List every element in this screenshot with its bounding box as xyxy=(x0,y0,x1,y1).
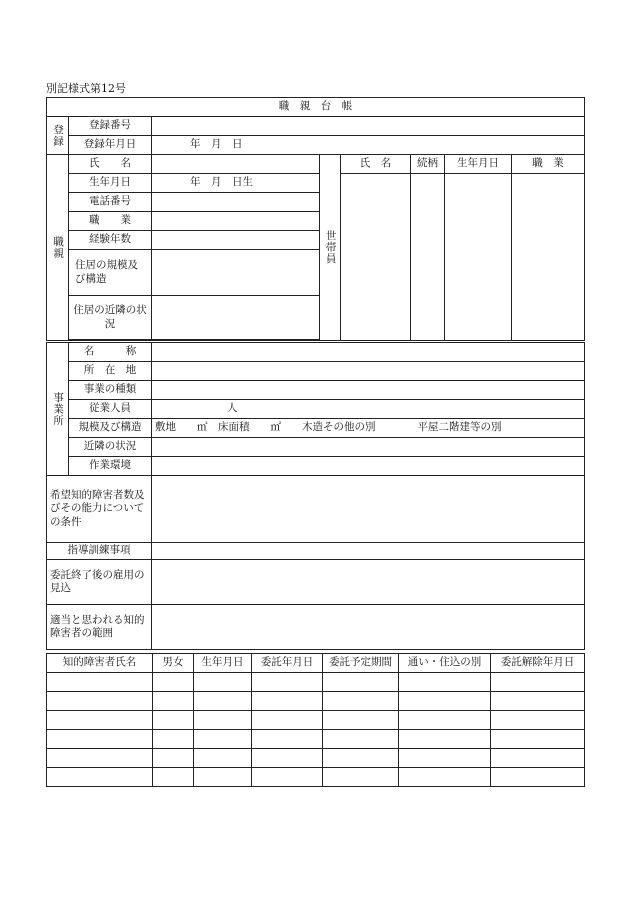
roster-cell[interactable] xyxy=(194,692,252,711)
table-row xyxy=(47,711,585,730)
roster-cell[interactable] xyxy=(252,692,323,711)
employer-name-label: 氏 名 xyxy=(69,155,152,174)
roster-cell[interactable] xyxy=(47,711,153,730)
roster-cell[interactable] xyxy=(491,768,585,787)
employer-birth-label: 生年月日 xyxy=(69,174,152,193)
employer-birth-field[interactable] xyxy=(152,174,320,193)
employer-housing-field[interactable] xyxy=(152,250,320,296)
workplace-scale-field[interactable]: 敷地 ㎡ 床面積 ㎡ 木造その他の別 平屋二階建等の別 xyxy=(152,419,585,438)
roster-cell[interactable] xyxy=(194,749,252,768)
employer-housing-label: 住居の規模及び構造 xyxy=(69,250,152,296)
page-title: 職 親 台 帳 xyxy=(47,98,585,117)
roster-cell[interactable] xyxy=(47,692,153,711)
roster-cell[interactable] xyxy=(491,730,585,749)
household-relation-column[interactable] xyxy=(411,174,445,341)
roster-cell[interactable] xyxy=(491,711,585,730)
roster-cell[interactable] xyxy=(399,730,491,749)
roster-cell[interactable] xyxy=(47,673,153,692)
household-header-name: 氏 名 xyxy=(341,155,411,174)
registration-date-placeholder: 年 月 日 xyxy=(190,138,243,151)
roster-cell[interactable] xyxy=(153,730,194,749)
workplace-business-type-label: 事業の種類 xyxy=(69,381,152,400)
roster-cell[interactable] xyxy=(252,768,323,787)
roster-cell[interactable] xyxy=(47,730,153,749)
household-header-relation: 続柄 xyxy=(411,155,445,174)
roster-cell[interactable] xyxy=(153,673,194,692)
roster-cell[interactable] xyxy=(47,768,153,787)
workplace-location-field[interactable] xyxy=(152,362,585,381)
table-row xyxy=(47,768,585,787)
employer-phone-field[interactable] xyxy=(152,193,320,212)
roster-cell[interactable] xyxy=(491,673,585,692)
household-header-occupation: 職 業 xyxy=(512,155,585,174)
workplace-section-label: 事業所 xyxy=(47,343,69,476)
registration-number-label: 登録番号 xyxy=(69,117,152,136)
workplace-scale-label: 規模及び構造 xyxy=(69,419,152,438)
roster-cell[interactable] xyxy=(194,730,252,749)
employer-birth-placeholder: 年 月 日生 xyxy=(190,176,253,189)
workplace-neighborhood-field[interactable] xyxy=(152,438,585,457)
roster-cell[interactable] xyxy=(399,692,491,711)
roster-cell[interactable] xyxy=(252,730,323,749)
roster-cell[interactable] xyxy=(323,711,399,730)
workplace-neighborhood-label: 近隣の状況 xyxy=(69,438,152,457)
roster-cell[interactable] xyxy=(153,692,194,711)
registration-employer-table xyxy=(46,97,585,341)
workplace-business-type-field[interactable] xyxy=(152,381,585,400)
workplace-environment-field[interactable] xyxy=(152,457,585,476)
roster-header-termination-date: 委託解除年月日 xyxy=(491,654,585,673)
employer-occupation-field[interactable] xyxy=(152,212,320,231)
employer-neighborhood-label: 住居の近隣の状況 xyxy=(69,296,152,340)
registration-date-field[interactable] xyxy=(152,136,585,155)
roster-body xyxy=(47,673,585,787)
roster-cell[interactable] xyxy=(252,673,323,692)
household-occupation-column[interactable] xyxy=(512,174,585,341)
training-items-label: 指導訓練事項 xyxy=(47,543,152,560)
workplace-location-label: 所 在 地 xyxy=(69,362,152,381)
roster-cell[interactable] xyxy=(491,692,585,711)
table-row xyxy=(47,730,585,749)
table-row xyxy=(47,749,585,768)
form-label: 別記様式第12号 xyxy=(46,82,126,95)
roster-cell[interactable] xyxy=(252,749,323,768)
roster-header-planned-period: 委託予定期間 xyxy=(323,654,399,673)
roster-header-commute-type: 通い・住込の別 xyxy=(399,654,491,673)
registration-number-field[interactable] xyxy=(152,117,585,136)
roster-header-commission-date: 委託年月日 xyxy=(252,654,323,673)
registration-date-label: 登録年月日 xyxy=(69,136,152,155)
workplace-name-label: 名 称 xyxy=(69,343,152,362)
household-name-column[interactable] xyxy=(341,174,411,341)
roster-cell[interactable] xyxy=(153,749,194,768)
workplace-employees-field[interactable] xyxy=(152,400,585,419)
workplace-name-field[interactable] xyxy=(152,343,585,362)
workplace-employees-label: 従業人員 xyxy=(69,400,152,419)
roster-cell[interactable] xyxy=(323,768,399,787)
post-employment-field[interactable] xyxy=(152,560,585,605)
roster-cell[interactable] xyxy=(399,673,491,692)
employer-experience-label: 経験年数 xyxy=(69,231,152,250)
employer-occupation-label: 職 業 xyxy=(69,212,152,231)
employer-section-label: 職親 xyxy=(47,155,69,341)
employer-name-field[interactable] xyxy=(152,155,320,174)
roster-cell[interactable] xyxy=(399,768,491,787)
roster-cell[interactable] xyxy=(491,749,585,768)
roster-cell[interactable] xyxy=(399,749,491,768)
household-header-birth: 生年月日 xyxy=(445,155,512,174)
desired-conditions-label: 希望知的障害者数及びその能力についての条件 xyxy=(47,476,152,543)
roster-cell[interactable] xyxy=(323,749,399,768)
household-section-label: 世帯員 xyxy=(320,155,341,341)
roster-cell[interactable] xyxy=(194,673,252,692)
roster-cell[interactable] xyxy=(153,711,194,730)
employer-neighborhood-field[interactable] xyxy=(152,296,320,340)
workplace-environment-label: 作業環境 xyxy=(69,457,152,476)
table-row xyxy=(47,673,585,692)
suitable-range-field[interactable] xyxy=(152,605,585,650)
roster-table xyxy=(46,653,585,787)
desired-conditions-field[interactable] xyxy=(152,476,585,543)
suitable-range-label: 適当と思われる知的障害者の範囲 xyxy=(47,605,152,650)
roster-cell[interactable] xyxy=(194,768,252,787)
roster-cell[interactable] xyxy=(323,730,399,749)
roster-header-gender: 男女 xyxy=(153,654,194,673)
workplace-table xyxy=(46,342,585,650)
roster-header-name: 知的障害者氏名 xyxy=(47,654,153,673)
roster-cell[interactable] xyxy=(153,768,194,787)
roster-cell[interactable] xyxy=(323,692,399,711)
roster-cell[interactable] xyxy=(47,749,153,768)
roster-cell[interactable] xyxy=(323,673,399,692)
roster-cell[interactable] xyxy=(399,711,491,730)
table-row xyxy=(47,692,585,711)
registration-section-label: 登録 xyxy=(47,117,69,155)
workplace-employees-unit: 人 xyxy=(227,402,238,415)
training-items-field[interactable] xyxy=(152,543,585,560)
roster-cell[interactable] xyxy=(194,711,252,730)
roster-header-birth: 生年月日 xyxy=(194,654,252,673)
roster-cell[interactable] xyxy=(252,711,323,730)
post-employment-label: 委託終了後の雇用の見込 xyxy=(47,560,152,605)
employer-experience-field[interactable] xyxy=(152,231,320,250)
employer-phone-label: 電話番号 xyxy=(69,193,152,212)
household-birth-column[interactable] xyxy=(445,174,512,341)
